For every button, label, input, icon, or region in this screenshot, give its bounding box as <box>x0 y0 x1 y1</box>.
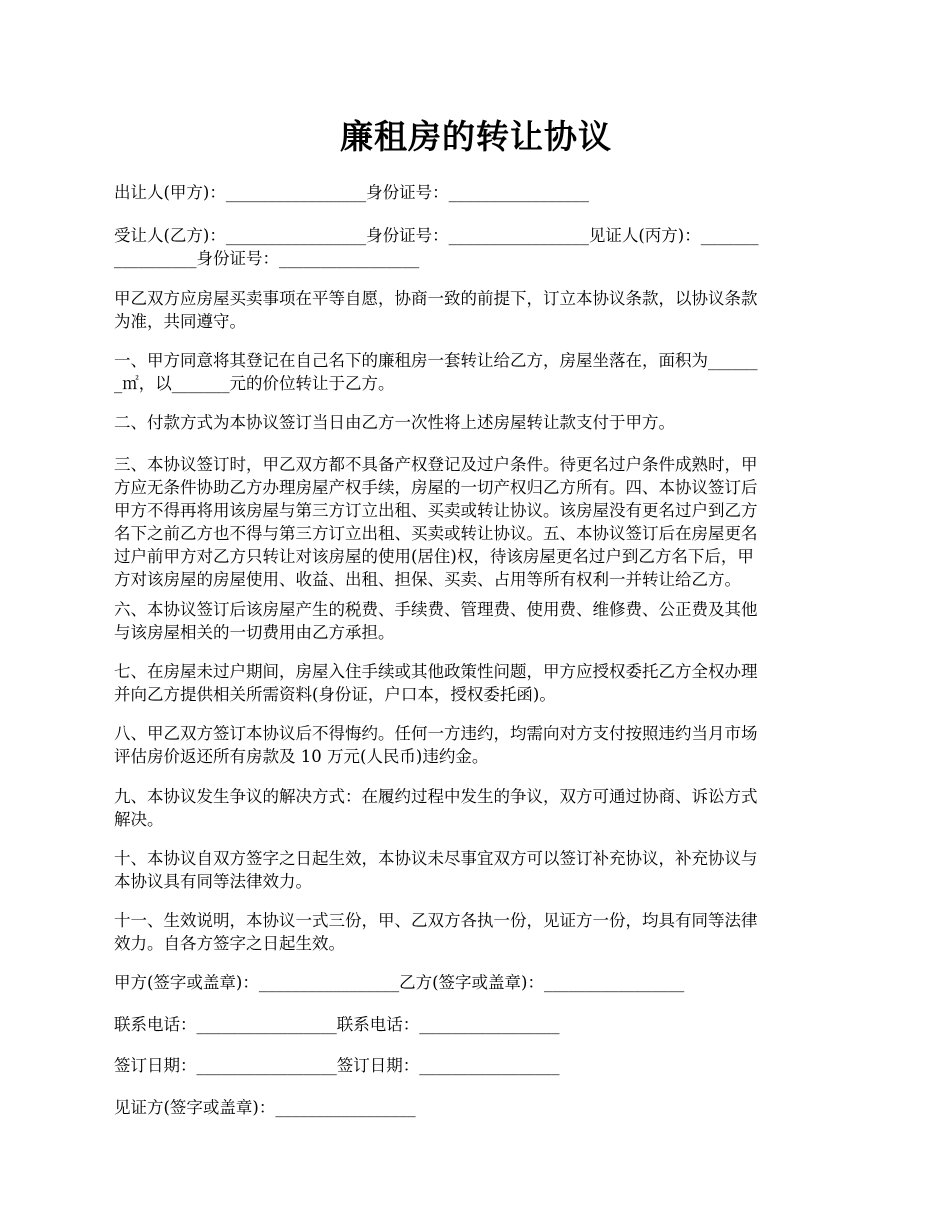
text-line: 八、甲乙双方签订本协议后不得悔约。任何一方违约，均需向对方支付按照违约当月市场 <box>114 724 758 743</box>
text-line: 效力。自各方签字之日起生效。 <box>114 934 345 953</box>
text-line: 评估房价返还所有房款及 10 万元(人民币)违约金。 <box>114 747 489 766</box>
text-line: 为准，共同遵守。 <box>114 312 246 331</box>
text-line: 出让人(甲方)：_________________身份证号：_________________ <box>114 183 589 202</box>
text-line: 九、本协议发生争议的解决方式：在履约过程中发生的争议，双方可通过协商、诉讼方式 <box>114 787 758 806</box>
clause-7 <box>114 660 838 706</box>
date-line <box>114 1054 838 1077</box>
clause-10 <box>114 847 838 893</box>
text-line: 甲乙双方应房屋买卖事项在平等自愿，协商一致的前提下，订立本协议条款，以协议条款 <box>114 289 758 308</box>
text-line: 见证方(签字或盖章)：_________________ <box>114 1098 416 1117</box>
document-title: 廉租房的转让协议 <box>340 117 612 156</box>
witness-signature-line <box>114 1096 838 1119</box>
text-line: 十一、生效说明，本协议一式三份，甲、乙双方各执一份，见证方一份，均具有同等法律 <box>114 911 758 930</box>
text-line: 方应无条件协助乙方办理房屋产权手续，房屋的一切产权归乙方所有。四、本协议签订后 <box>114 478 758 497</box>
text-line: 甲方不得再将用该房屋与第三方订立出租、买卖或转让协议。该房屋没有更名过户到乙方 <box>114 501 758 520</box>
clause-1 <box>114 349 838 395</box>
text-line: 十、本协议自双方签字之日起生效，本协议未尽事宜双方可以签订补充协议，补充协议与 <box>114 849 758 868</box>
text-line: __________身份证号：_________________ <box>114 249 420 268</box>
text-line: 方对该房屋的房屋使用、收益、出租、担保、买卖、占用等所有权利一并转让给乙方。 <box>114 570 741 589</box>
text-line: 六、本协议签订后该房屋产生的税费、手续费、管理费、使用费、维修费、公正费及其他 <box>114 600 758 619</box>
text-line: 三、本协议签订时，甲乙双方都不具备产权登记及过户条件。待更名过户条件成熟时，甲 <box>114 455 758 474</box>
preamble-paragraph <box>114 287 838 333</box>
clause-8 <box>114 722 838 768</box>
text-line: 二、付款方式为本协议签订当日由乙方一次性将上述房屋转让款支付于甲方。 <box>114 413 675 432</box>
phone-line <box>114 1013 838 1036</box>
signature-line <box>114 971 838 994</box>
text-line: 与该房屋相关的一切费用由乙方承担。 <box>114 623 395 642</box>
text-line: 联系电话：_________________联系电话：_________________ <box>114 1015 560 1034</box>
text-line: 本协议具有同等法律效力。 <box>114 872 312 891</box>
transferee-witness-lines <box>114 224 838 270</box>
clause-9 <box>114 785 838 831</box>
text-line: 并向乙方提供相关所需资料(身份证，户口本，授权委托函)。 <box>114 685 556 704</box>
transferor-line <box>114 181 838 204</box>
clause-3-5 <box>114 453 838 591</box>
clause-2 <box>114 411 838 434</box>
text-line: 过户前甲方对乙方只转让对该房屋的使用(居住)权，待该房屋更名过户到乙方名下后，甲 <box>114 547 754 566</box>
clause-6 <box>114 598 838 644</box>
text-line: 名下之前乙方也不得与第三方订立出租、买卖或转让协议。五、本协议签订后在房屋更名 <box>114 524 758 543</box>
text-line: 签订日期：_________________签订日期：_________________ <box>114 1056 560 1075</box>
text-line: _㎡，以_______元的价位转让于乙方。 <box>114 374 395 393</box>
text-line: 七、在房屋未过户期间，房屋入住手续或其他政策性问题，甲方应授权委托乙方全权办理 <box>114 662 758 681</box>
text-line: 甲方(签字或盖章)：_________________乙方(签字或盖章)：_________________ <box>114 973 685 992</box>
clause-11 <box>114 909 838 955</box>
text-line: 解决。 <box>114 810 164 829</box>
text-line: 受让人(乙方)：_________________身份证号：_________________见证人(丙方)：_______ <box>114 226 759 245</box>
text-line: 一、甲方同意将其登记在自己名下的廉租房一套转让给乙方，房屋坐落在，面积为______ <box>114 351 758 370</box>
